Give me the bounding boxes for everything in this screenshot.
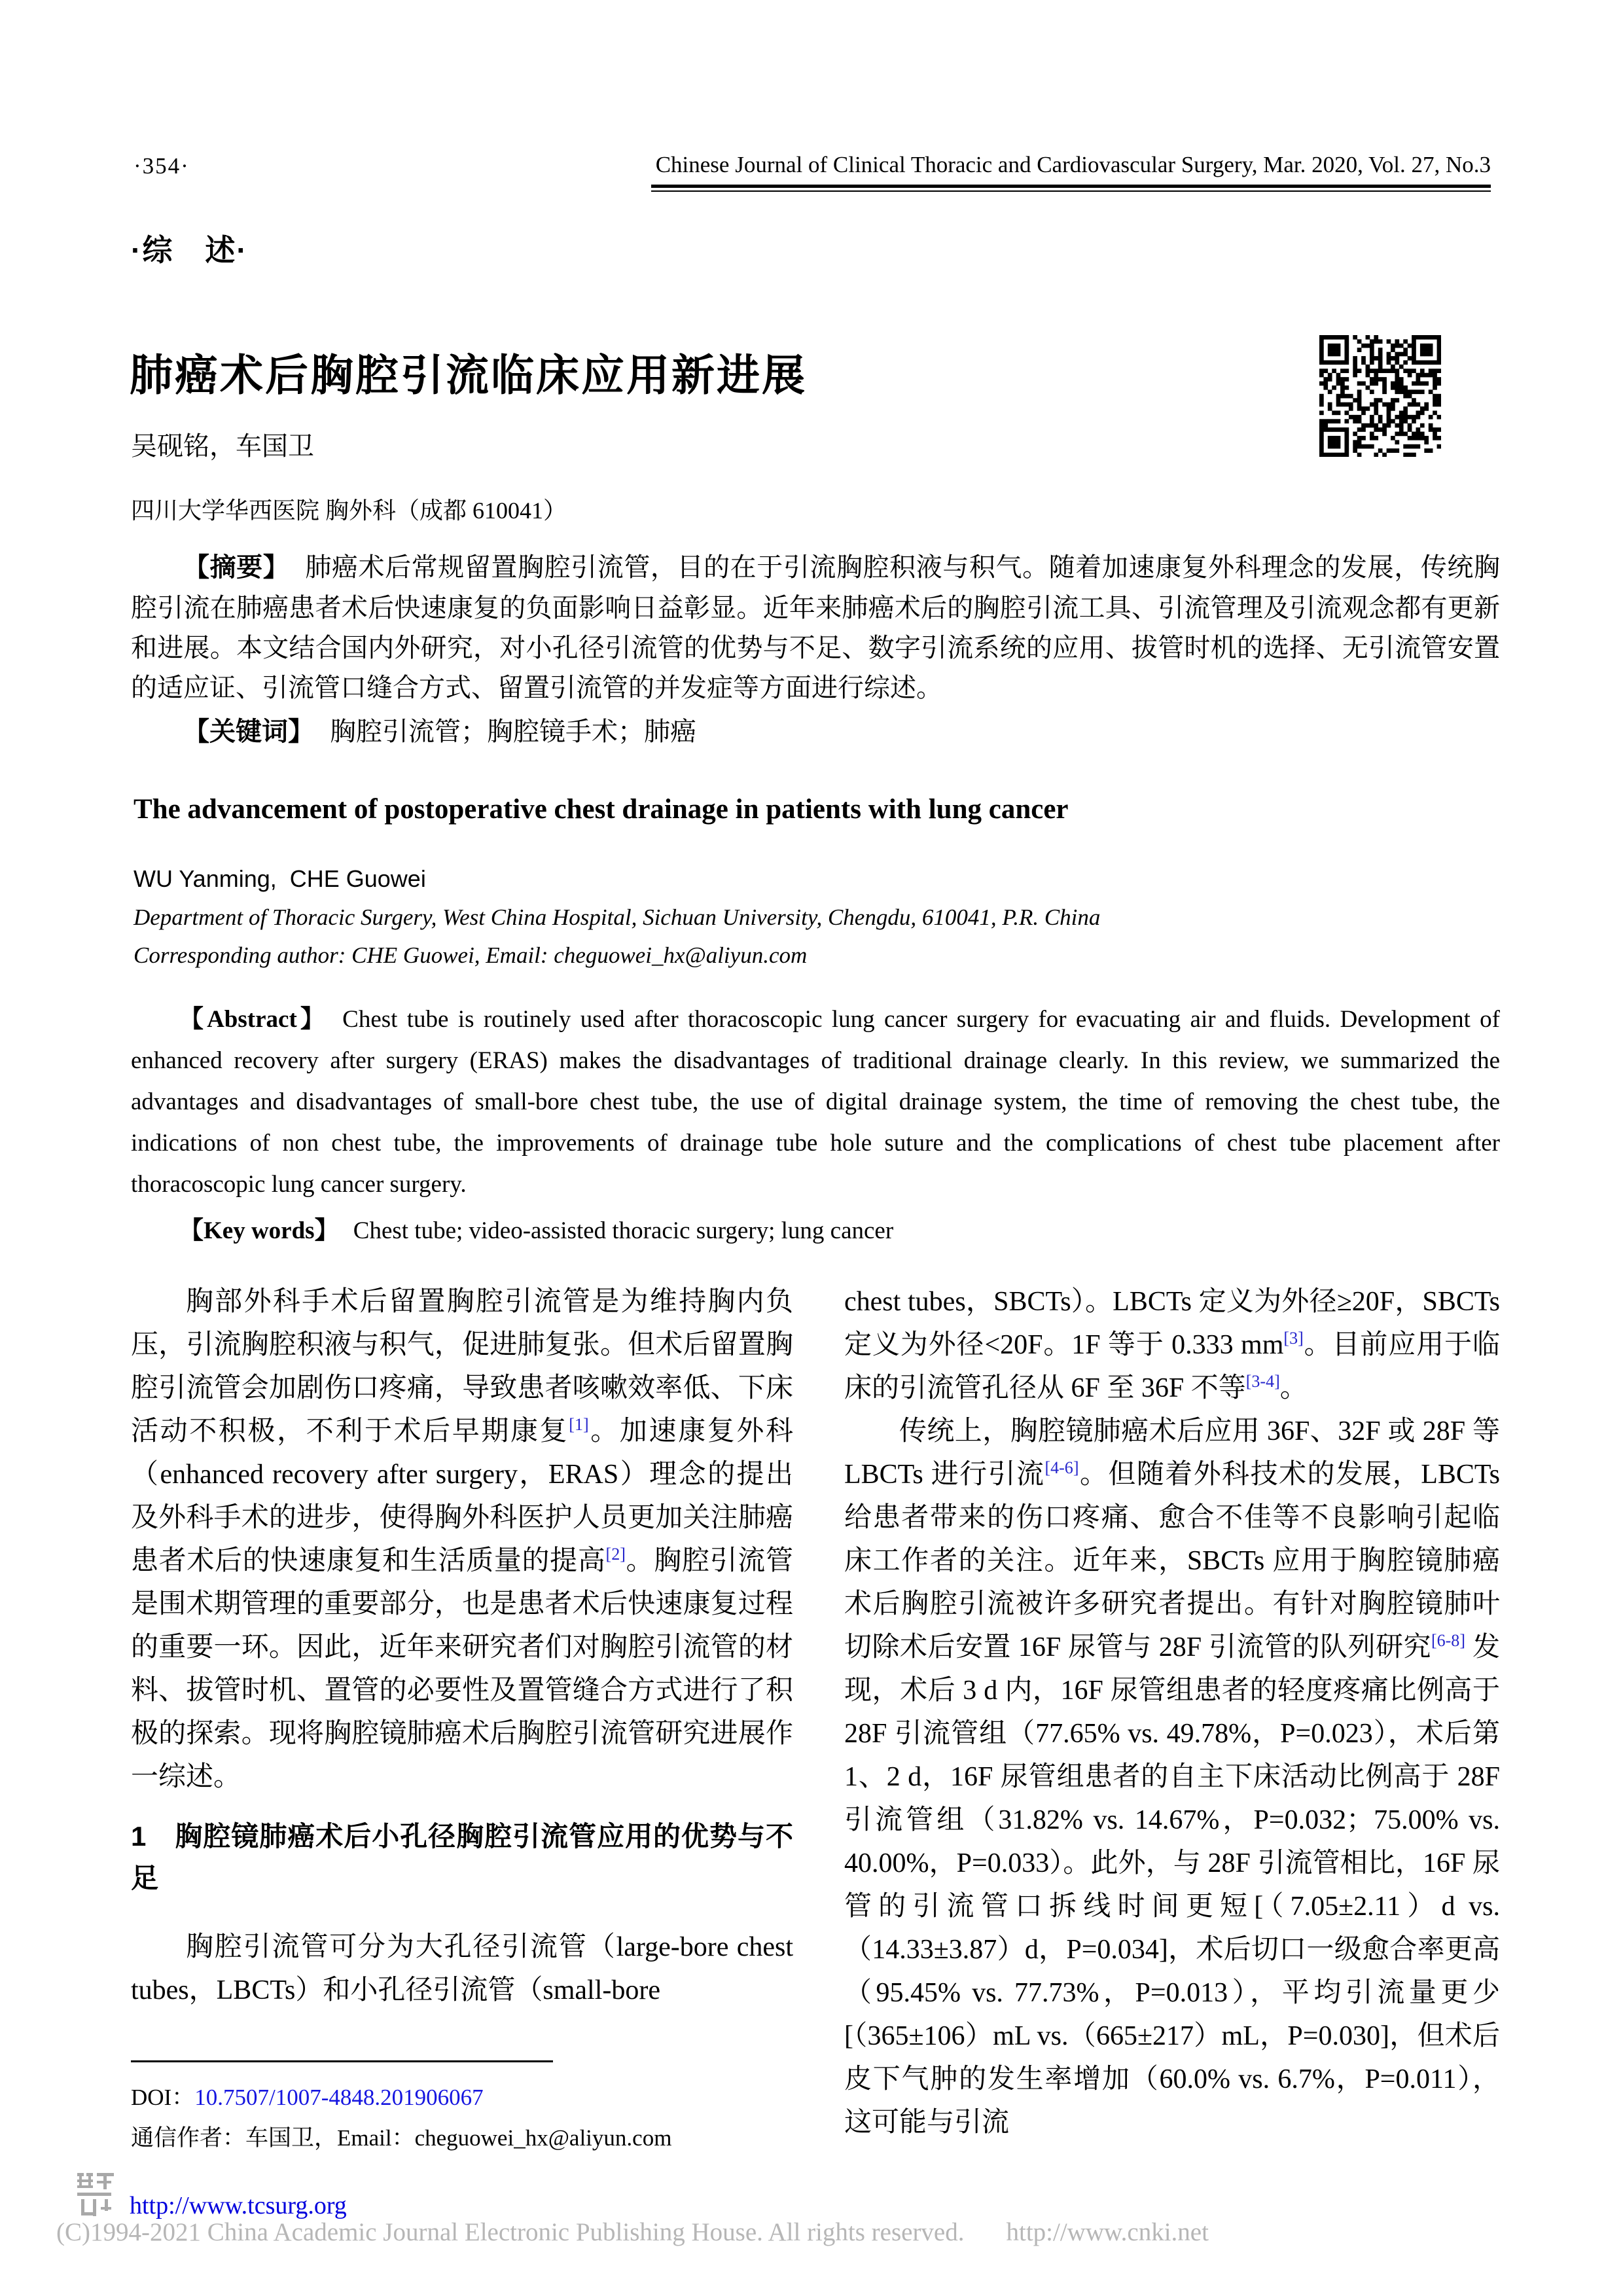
body-para-2-end: chest tubes，SBCTs）。LBCTs 定义为外径≥20F，SBCTs 定义为外径<20F。1F 等于 0.333 mm[3]。目前应用于临床的引流管孔径从 6F 至 36F 不等[3-4]。 xyxy=(844,1287,1500,1403)
authors-zh: 吴砚铭，车国卫 xyxy=(131,431,314,461)
footnote-rule xyxy=(131,2060,553,2062)
keywords-en-label: 【Key words】 xyxy=(179,1217,339,1244)
authors-en: WU Yanming, CHE Guowei xyxy=(134,865,426,892)
abstract-en-text: Chest tube is routinely used after thoracoscopic lung cancer surgery for evacuating air and fluids. Development of enhanced recovery after surgery (ERAS) makes the disadvantages of traditional drainage clearly. In this review, we summarized the advantages and disadvantages of small-bore chest tube, the use of digital drainage system, the time of removing the chest tube, the indications of non chest tube, the improvements of drainage tube hole suture and the complications of chest tube placement after thoracoscopic lung cancer surgery. xyxy=(131,1006,1501,1198)
section-1-heading: 1 胸腔镜肺癌术后小孔径胸腔引流管应用的优势与不足 xyxy=(131,1821,793,1893)
body-column-left xyxy=(131,1280,793,2012)
keywords-en-text: Chest tube; video-assisted thoracic surgery; lung cancer xyxy=(353,1217,894,1244)
header-double-rule xyxy=(651,185,1491,192)
qr-code-icon xyxy=(1319,335,1441,457)
article-title-en: The advancement of postoperative chest drainage in patients with lung cancer xyxy=(134,794,1069,825)
abstract-en-label: 【Abstract】 xyxy=(179,1006,328,1033)
doi-label: DOI： xyxy=(131,2085,195,2110)
abstract-zh-paragraph xyxy=(131,547,1500,708)
body-para-2-start: 胸腔引流管可分为大孔径引流管（large-bore chest tubes，LBCTs）和小孔径引流管（small-bore xyxy=(131,1932,793,2005)
doi-line xyxy=(131,2079,793,2112)
keywords-en-line xyxy=(131,1210,1500,1251)
keywords-zh-text: 胸腔引流管；胸腔镜手术；肺癌 xyxy=(330,717,696,746)
affiliation-en: Department of Thoracic Surgery, West China Hospital, Sichuan University, Chengdu, 610041, P.R. China xyxy=(134,905,1101,930)
column-section-mark: ·综 述· xyxy=(131,233,248,267)
footnote xyxy=(131,2060,793,2153)
abstract-en-paragraph xyxy=(131,999,1500,1205)
body-para-1: 胸部外科手术后留置胸腔引流管是为维持胸内负压，引流胸腔积液与积气，促进肺复张。但术后留置胸腔引流管会加剧伤口疼痛，导致患者咳嗽效率低、下床活动不积极，不利于术后早期康复[1]。加速康复外科（enhanced recovery after surgery，ERAS）理念的提出及外科手术的进步，使得胸外科医护人员更加关注肺癌患者术后的快速康复和生活质量的提高[2]。胸腔引流管是围术期管理的重要部分，也是患者术后快速康复过程的重要一环。因此，近年来研究者们对胸腔引流管的材料、拔管时机、置管的必要性及置管缝合方式进行了积极的探索。现将胸腔镜肺癌术后胸腔引流管研究进展作一综述。 xyxy=(131,1287,793,1792)
header-journal-citation: Chinese Journal of Clinical Thoracic and Cardiovascular Surgery, Mar. 2020, Vol. 27, No.3 xyxy=(655,152,1491,177)
abstract-zh-label: 【摘要】 xyxy=(183,553,290,582)
header-page-number: ·354· xyxy=(134,153,190,179)
article-title-zh: 肺癌术后胸腔引流临床应用新进展 xyxy=(130,351,807,399)
body-para-3: 传统上，胸腔镜肺癌术后应用 36F、32F 或 28F 等 LBCTs 进行引流[4-6]。但随着外科技术的发展，LBCTs 给患者带来的伤口疼痛、愈合不佳等不良影响引起临床工作者的关注。近年来，SBCTs 应用于胸腔镜肺癌术后胸腔引流被许多研究者提出。有针对胸腔镜肺叶切除术后安置 16F 尿管与 28F 引流管的队列研究[6-8] 发现，术后 3 d 内，16F 尿管组患者的轻度疼痛比例高于 28F 引流管组（77.65% vs. 49.78%，P=0.023），术后第 1、2 d，16F 尿管组患者的自主下床活动比例高于 28F 引流管组（31.82% vs. 14.67%，P=0.032；75.00% vs. 40.00%，P=0.033）。此外，与 28F 引流管相比，16F 尿管的引流管口拆线时间更短[（7.05±2.11）d vs.（14.33±3.87）d，P=0.034]，术后切口一级愈合率更高（95.45% vs. 77.73%，P=0.013），平均引流量更少[（365±106）mL vs.（665±217）mL，P=0.030]，但术后皮下气肿的发生率增加（60.0% vs. 6.7%，P=0.011），这可能与引流 xyxy=(844,1416,1500,2138)
qr-code xyxy=(1319,335,1441,457)
cnki-logo-icon xyxy=(76,2173,115,2223)
doi-link[interactable]: 10.7507/1007-4848.201906067 xyxy=(194,2085,484,2110)
corresponding-author-zh: 通信作者：车国卫，Email：cheguowei_hx@aliyun.com xyxy=(131,2125,672,2151)
corresponding-author-en: Corresponding author: CHE Guowei, Email: cheguowei_hx@aliyun.com xyxy=(134,942,808,968)
abstract-en-block xyxy=(131,999,1500,1251)
watermark-text: (C)1994-2021 China Academic Journal Electronic Publishing House. All rights reserved. xyxy=(56,2218,965,2246)
cnki-link: http://www.cnki.net xyxy=(1006,2218,1209,2246)
tcsurg-link[interactable]: http://www.tcsurg.org xyxy=(130,2192,347,2219)
body-column-right xyxy=(844,1280,1500,2144)
keywords-zh-label: 【关键词】 xyxy=(183,717,314,746)
copyright-watermark xyxy=(56,2217,1209,2247)
abstract-zh-text: 肺癌术后常规留置胸腔引流管，目的在于引流胸腔积液与积气。随着加速康复外科理念的发展，传统胸腔引流在肺癌患者术后快速康复的负面影响日益彰显。近年来肺癌术后的胸腔引流工具、引流管理及引流观念都有更新和进展。本文结合国内外研究，对小孔径引流管的优势与不足、数字引流系统的应用、拔管时机的选择、无引流管安置的适应证、引流管口缝合方式、留置引流管的并发症等方面进行综述。 xyxy=(131,552,1501,702)
abstract-zh-block xyxy=(131,547,1500,752)
keywords-zh-line xyxy=(131,711,1500,752)
affiliation-zh: 四川大学华西医院 胸外科（成都 610041） xyxy=(131,497,567,524)
